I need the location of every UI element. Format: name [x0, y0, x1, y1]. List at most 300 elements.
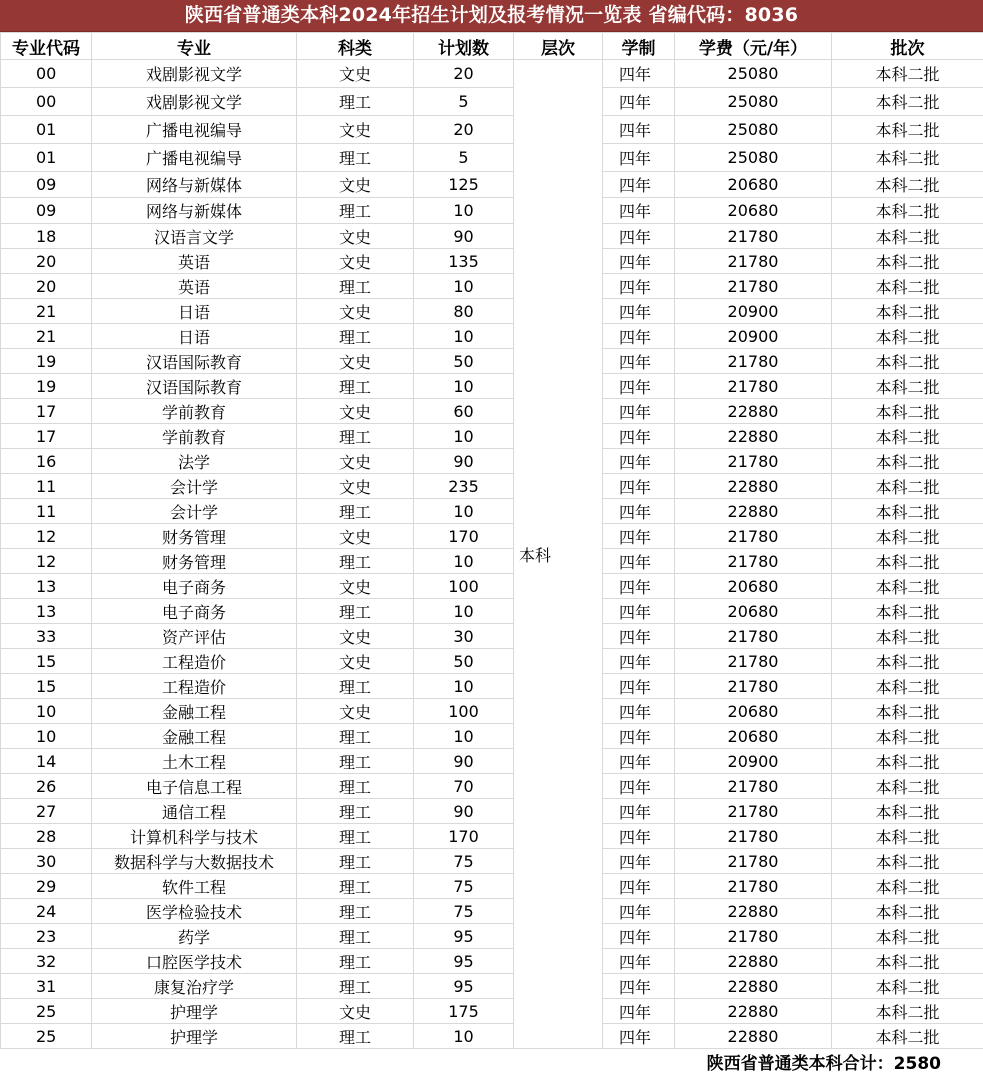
- cell-plan: 170: [414, 524, 514, 549]
- cell-duration: 四年: [603, 198, 675, 224]
- cell-duration: 四年: [603, 324, 675, 349]
- cell-major: 财务管理: [92, 549, 297, 574]
- cell-code: 14: [1, 749, 92, 774]
- cell-subject: 理工: [297, 198, 414, 224]
- cell-major: 广播电视编导: [92, 116, 297, 144]
- cell-fee: 25080: [675, 116, 832, 144]
- cell-fee: 20900: [675, 324, 832, 349]
- cell-major: 通信工程: [92, 799, 297, 824]
- table-row: [1, 549, 983, 574]
- table-row: [1, 1024, 983, 1049]
- cell-major: 电子商务: [92, 599, 297, 624]
- cell-duration: 四年: [603, 88, 675, 116]
- cell-subject: 文史: [297, 249, 414, 274]
- cell-code: 25: [1, 1024, 92, 1049]
- cell-major: 日语: [92, 324, 297, 349]
- cell-duration: 四年: [603, 999, 675, 1024]
- cell-duration: 四年: [603, 799, 675, 824]
- cell-major: 汉语国际教育: [92, 349, 297, 374]
- cell-code: 11: [1, 474, 92, 499]
- cell-subject: 理工: [297, 424, 414, 449]
- cell-batch: 本科二批: [832, 198, 983, 224]
- cell-duration: 四年: [603, 849, 675, 874]
- table-row: [1, 874, 983, 899]
- cell-fee: 22880: [675, 974, 832, 999]
- cell-code: 21: [1, 324, 92, 349]
- cell-duration: 四年: [603, 60, 675, 88]
- cell-major: 口腔医学技术: [92, 949, 297, 974]
- cell-code: 23: [1, 924, 92, 949]
- cell-major: 汉语言文学: [92, 224, 297, 249]
- cell-major: 戏剧影视文学: [92, 60, 297, 88]
- cell-duration: 四年: [603, 624, 675, 649]
- cell-batch: 本科二批: [832, 60, 983, 88]
- cell-code: 15: [1, 649, 92, 674]
- cell-major: 英语: [92, 274, 297, 299]
- cell-major: 资产评估: [92, 624, 297, 649]
- cell-plan: 10: [414, 1024, 514, 1049]
- cell-major: 金融工程: [92, 724, 297, 749]
- cell-duration: 四年: [603, 824, 675, 849]
- cell-plan: 170: [414, 824, 514, 849]
- cell-subject: 理工: [297, 899, 414, 924]
- cell-fee: 21780: [675, 874, 832, 899]
- cell-subject: 理工: [297, 799, 414, 824]
- cell-major: 康复治疗学: [92, 974, 297, 999]
- table-row: [1, 524, 983, 549]
- cell-major: 广播电视编导: [92, 144, 297, 172]
- cell-fee: 21780: [675, 649, 832, 674]
- cell-batch: 本科二批: [832, 172, 983, 198]
- table-body: [1, 60, 983, 1049]
- table-row: [1, 249, 983, 274]
- cell-subject: 理工: [297, 1024, 414, 1049]
- cell-fee: 21780: [675, 374, 832, 399]
- cell-batch: 本科二批: [832, 499, 983, 524]
- sheet-title: 陕西省普通类本科2024年招生计划及报考情况一览表 省编代码：8036: [0, 0, 983, 32]
- table-row: [1, 274, 983, 299]
- table-row: [1, 324, 983, 349]
- cell-code: 00: [1, 88, 92, 116]
- cell-code: 10: [1, 699, 92, 724]
- cell-subject: 理工: [297, 949, 414, 974]
- cell-batch: 本科二批: [832, 374, 983, 399]
- cell-level: 本科: [514, 60, 603, 1049]
- cell-subject: 文史: [297, 624, 414, 649]
- cell-fee: 21780: [675, 924, 832, 949]
- cell-batch: 本科二批: [832, 474, 983, 499]
- cell-code: 31: [1, 974, 92, 999]
- cell-plan: 90: [414, 749, 514, 774]
- cell-major: 法学: [92, 449, 297, 474]
- cell-fee: 21780: [675, 524, 832, 549]
- cell-plan: 10: [414, 549, 514, 574]
- cell-fee: 21780: [675, 249, 832, 274]
- cell-major: 电子商务: [92, 574, 297, 599]
- cell-code: 01: [1, 116, 92, 144]
- cell-subject: 文史: [297, 574, 414, 599]
- cell-plan: 175: [414, 999, 514, 1024]
- cell-batch: 本科二批: [832, 899, 983, 924]
- cell-major: 工程造价: [92, 649, 297, 674]
- cell-plan: 95: [414, 924, 514, 949]
- cell-duration: 四年: [603, 499, 675, 524]
- cell-fee: 25080: [675, 60, 832, 88]
- cell-fee: 21780: [675, 449, 832, 474]
- cell-duration: 四年: [603, 924, 675, 949]
- cell-plan: 90: [414, 449, 514, 474]
- cell-plan: 50: [414, 649, 514, 674]
- cell-batch: 本科二批: [832, 649, 983, 674]
- cell-subject: 理工: [297, 324, 414, 349]
- cell-code: 01: [1, 144, 92, 172]
- cell-subject: 文史: [297, 474, 414, 499]
- cell-duration: 四年: [603, 724, 675, 749]
- cell-batch: 本科二批: [832, 144, 983, 172]
- cell-batch: 本科二批: [832, 774, 983, 799]
- cell-fee: 22880: [675, 399, 832, 424]
- table-row: [1, 999, 983, 1024]
- cell-major: 土木工程: [92, 749, 297, 774]
- cell-major: 护理学: [92, 1024, 297, 1049]
- table-row: [1, 88, 983, 116]
- cell-duration: 四年: [603, 774, 675, 799]
- cell-code: 21: [1, 299, 92, 324]
- cell-plan: 5: [414, 144, 514, 172]
- cell-subject: 理工: [297, 549, 414, 574]
- cell-major: 金融工程: [92, 699, 297, 724]
- cell-code: 15: [1, 674, 92, 699]
- cell-fee: 20680: [675, 599, 832, 624]
- cell-duration: 四年: [603, 949, 675, 974]
- cell-duration: 四年: [603, 749, 675, 774]
- cell-batch: 本科二批: [832, 88, 983, 116]
- cell-major: 学前教育: [92, 424, 297, 449]
- table-row: [1, 172, 983, 198]
- cell-subject: 理工: [297, 88, 414, 116]
- table-row: [1, 449, 983, 474]
- table-row: [1, 924, 983, 949]
- cell-plan: 135: [414, 249, 514, 274]
- cell-code: 25: [1, 999, 92, 1024]
- cell-duration: 四年: [603, 449, 675, 474]
- cell-plan: 30: [414, 624, 514, 649]
- cell-plan: 10: [414, 674, 514, 699]
- cell-plan: 125: [414, 172, 514, 198]
- cell-code: 20: [1, 274, 92, 299]
- cell-plan: 60: [414, 399, 514, 424]
- header-subject: 科类: [297, 33, 414, 60]
- cell-duration: 四年: [603, 349, 675, 374]
- cell-plan: 100: [414, 699, 514, 724]
- cell-duration: 四年: [603, 649, 675, 674]
- cell-plan: 5: [414, 88, 514, 116]
- table-row: [1, 424, 983, 449]
- header-level: 层次: [514, 33, 603, 60]
- cell-batch: 本科二批: [832, 699, 983, 724]
- cell-duration: 四年: [603, 299, 675, 324]
- cell-code: 13: [1, 574, 92, 599]
- cell-code: 12: [1, 549, 92, 574]
- cell-batch: 本科二批: [832, 849, 983, 874]
- cell-batch: 本科二批: [832, 274, 983, 299]
- cell-fee: 22880: [675, 899, 832, 924]
- table-row: [1, 899, 983, 924]
- cell-subject: 理工: [297, 144, 414, 172]
- cell-fee: 20680: [675, 724, 832, 749]
- cell-subject: 文史: [297, 224, 414, 249]
- cell-fee: 22880: [675, 499, 832, 524]
- cell-code: 12: [1, 524, 92, 549]
- table-row: [1, 224, 983, 249]
- cell-batch: 本科二批: [832, 674, 983, 699]
- cell-fee: 21780: [675, 549, 832, 574]
- cell-plan: 10: [414, 324, 514, 349]
- table-row: [1, 799, 983, 824]
- cell-duration: 四年: [603, 699, 675, 724]
- cell-code: 32: [1, 949, 92, 974]
- header-code: 专业代码: [1, 33, 92, 60]
- table-row: [1, 599, 983, 624]
- table-row: [1, 824, 983, 849]
- cell-major: 护理学: [92, 999, 297, 1024]
- cell-duration: 四年: [603, 474, 675, 499]
- cell-code: 28: [1, 824, 92, 849]
- cell-batch: 本科二批: [832, 449, 983, 474]
- cell-major: 网络与新媒体: [92, 198, 297, 224]
- cell-major: 汉语国际教育: [92, 374, 297, 399]
- footer: [0, 1047, 983, 1073]
- cell-plan: 75: [414, 849, 514, 874]
- cell-batch: 本科二批: [832, 974, 983, 999]
- cell-code: 10: [1, 724, 92, 749]
- cell-subject: 文史: [297, 649, 414, 674]
- cell-batch: 本科二批: [832, 999, 983, 1024]
- cell-duration: 四年: [603, 424, 675, 449]
- cell-fee: 21780: [675, 674, 832, 699]
- table-row: [1, 144, 983, 172]
- cell-duration: 四年: [603, 599, 675, 624]
- cell-batch: 本科二批: [832, 924, 983, 949]
- cell-plan: 70: [414, 774, 514, 799]
- header-plan: 计划数: [414, 33, 514, 60]
- cell-plan: 90: [414, 799, 514, 824]
- cell-batch: 本科二批: [832, 574, 983, 599]
- table-row: [1, 499, 983, 524]
- table-row: [1, 724, 983, 749]
- header-duration: 学制: [603, 33, 675, 60]
- cell-subject: 文史: [297, 60, 414, 88]
- cell-fee: 20680: [675, 699, 832, 724]
- cell-duration: 四年: [603, 674, 675, 699]
- table-row: [1, 374, 983, 399]
- cell-subject: 文史: [297, 299, 414, 324]
- cell-plan: 10: [414, 198, 514, 224]
- cell-fee: 21780: [675, 824, 832, 849]
- cell-batch: 本科二批: [832, 949, 983, 974]
- cell-duration: 四年: [603, 374, 675, 399]
- cell-duration: 四年: [603, 899, 675, 924]
- cell-code: 26: [1, 774, 92, 799]
- cell-batch: 本科二批: [832, 749, 983, 774]
- table-row: [1, 674, 983, 699]
- cell-subject: 理工: [297, 599, 414, 624]
- cell-duration: 四年: [603, 524, 675, 549]
- cell-plan: 10: [414, 424, 514, 449]
- cell-major: 电子信息工程: [92, 774, 297, 799]
- cell-subject: 文史: [297, 116, 414, 144]
- cell-duration: 四年: [603, 874, 675, 899]
- cell-subject: 文史: [297, 999, 414, 1024]
- table-row: [1, 60, 983, 88]
- table-row: [1, 749, 983, 774]
- cell-duration: 四年: [603, 144, 675, 172]
- cell-duration: 四年: [603, 549, 675, 574]
- cell-batch: 本科二批: [832, 824, 983, 849]
- cell-batch: 本科二批: [832, 874, 983, 899]
- cell-fee: 21780: [675, 349, 832, 374]
- table-row: [1, 699, 983, 724]
- cell-code: 19: [1, 349, 92, 374]
- cell-code: 24: [1, 899, 92, 924]
- cell-code: 29: [1, 874, 92, 899]
- cell-plan: 20: [414, 60, 514, 88]
- cell-plan: 10: [414, 499, 514, 524]
- cell-code: 19: [1, 374, 92, 399]
- cell-major: 软件工程: [92, 874, 297, 899]
- cell-duration: 四年: [603, 399, 675, 424]
- cell-subject: 理工: [297, 974, 414, 999]
- table-row: [1, 299, 983, 324]
- cell-code: 00: [1, 60, 92, 88]
- cell-code: 30: [1, 849, 92, 874]
- cell-subject: 理工: [297, 749, 414, 774]
- cell-plan: 100: [414, 574, 514, 599]
- cell-batch: 本科二批: [832, 424, 983, 449]
- cell-code: 17: [1, 399, 92, 424]
- table-row: [1, 774, 983, 799]
- cell-fee: 22880: [675, 949, 832, 974]
- table-row: [1, 116, 983, 144]
- cell-plan: 80: [414, 299, 514, 324]
- table-row: [1, 474, 983, 499]
- cell-fee: 21780: [675, 274, 832, 299]
- cell-batch: 本科二批: [832, 249, 983, 274]
- cell-subject: 文史: [297, 349, 414, 374]
- cell-fee: 25080: [675, 144, 832, 172]
- cell-major: 药学: [92, 924, 297, 949]
- cell-code: 33: [1, 624, 92, 649]
- cell-fee: 21780: [675, 799, 832, 824]
- header-major: 专业: [92, 33, 297, 60]
- cell-batch: 本科二批: [832, 524, 983, 549]
- cell-major: 英语: [92, 249, 297, 274]
- cell-subject: 文史: [297, 524, 414, 549]
- cell-fee: 21780: [675, 774, 832, 799]
- cell-batch: 本科二批: [832, 224, 983, 249]
- cell-subject: 文史: [297, 449, 414, 474]
- cell-subject: 理工: [297, 824, 414, 849]
- cell-subject: 理工: [297, 274, 414, 299]
- cell-duration: 四年: [603, 172, 675, 198]
- cell-subject: 理工: [297, 724, 414, 749]
- cell-batch: 本科二批: [832, 116, 983, 144]
- cell-major: 工程造价: [92, 674, 297, 699]
- cell-major: 数据科学与大数据技术: [92, 849, 297, 874]
- cell-duration: 四年: [603, 1024, 675, 1049]
- cell-code: 11: [1, 499, 92, 524]
- table-row: [1, 974, 983, 999]
- cell-duration: 四年: [603, 974, 675, 999]
- cell-fee: 20680: [675, 198, 832, 224]
- cell-subject: 文史: [297, 172, 414, 198]
- cell-batch: 本科二批: [832, 299, 983, 324]
- cell-subject: 理工: [297, 674, 414, 699]
- cell-code: 20: [1, 249, 92, 274]
- table-row: [1, 649, 983, 674]
- cell-plan: 10: [414, 274, 514, 299]
- cell-code: 27: [1, 799, 92, 824]
- cell-duration: 四年: [603, 574, 675, 599]
- cell-plan: 75: [414, 899, 514, 924]
- header-fee: 学费（元/年）: [675, 33, 832, 60]
- cell-code: 16: [1, 449, 92, 474]
- cell-batch: 本科二批: [832, 399, 983, 424]
- cell-batch: 本科二批: [832, 599, 983, 624]
- cell-batch: 本科二批: [832, 799, 983, 824]
- cell-fee: 21780: [675, 624, 832, 649]
- cell-subject: 理工: [297, 924, 414, 949]
- cell-major: 戏剧影视文学: [92, 88, 297, 116]
- cell-duration: 四年: [603, 116, 675, 144]
- cell-fee: 25080: [675, 88, 832, 116]
- cell-batch: 本科二批: [832, 349, 983, 374]
- cell-batch: 本科二批: [832, 624, 983, 649]
- cell-duration: 四年: [603, 224, 675, 249]
- cell-code: 13: [1, 599, 92, 624]
- table-row: [1, 574, 983, 599]
- cell-code: 17: [1, 424, 92, 449]
- cell-plan: 10: [414, 724, 514, 749]
- cell-plan: 10: [414, 599, 514, 624]
- cell-fee: 22880: [675, 424, 832, 449]
- cell-code: 09: [1, 198, 92, 224]
- cell-subject: 文史: [297, 699, 414, 724]
- cell-batch: 本科二批: [832, 724, 983, 749]
- cell-duration: 四年: [603, 249, 675, 274]
- cell-major: 计算机科学与技术: [92, 824, 297, 849]
- cell-plan: 95: [414, 974, 514, 999]
- table-row: [1, 198, 983, 224]
- header-row: [1, 33, 983, 60]
- table-row: [1, 624, 983, 649]
- cell-subject: 文史: [297, 399, 414, 424]
- table-row: [1, 399, 983, 424]
- cell-plan: 50: [414, 349, 514, 374]
- header-batch: 批次: [832, 33, 983, 60]
- cell-major: 医学检验技术: [92, 899, 297, 924]
- cell-plan: 20: [414, 116, 514, 144]
- cell-fee: 20680: [675, 172, 832, 198]
- cell-fee: 21780: [675, 849, 832, 874]
- cell-major: 学前教育: [92, 399, 297, 424]
- cell-plan: 235: [414, 474, 514, 499]
- cell-major: 日语: [92, 299, 297, 324]
- cell-major: 会计学: [92, 474, 297, 499]
- cell-subject: 理工: [297, 499, 414, 524]
- cell-fee: 20680: [675, 574, 832, 599]
- cell-fee: 22880: [675, 999, 832, 1024]
